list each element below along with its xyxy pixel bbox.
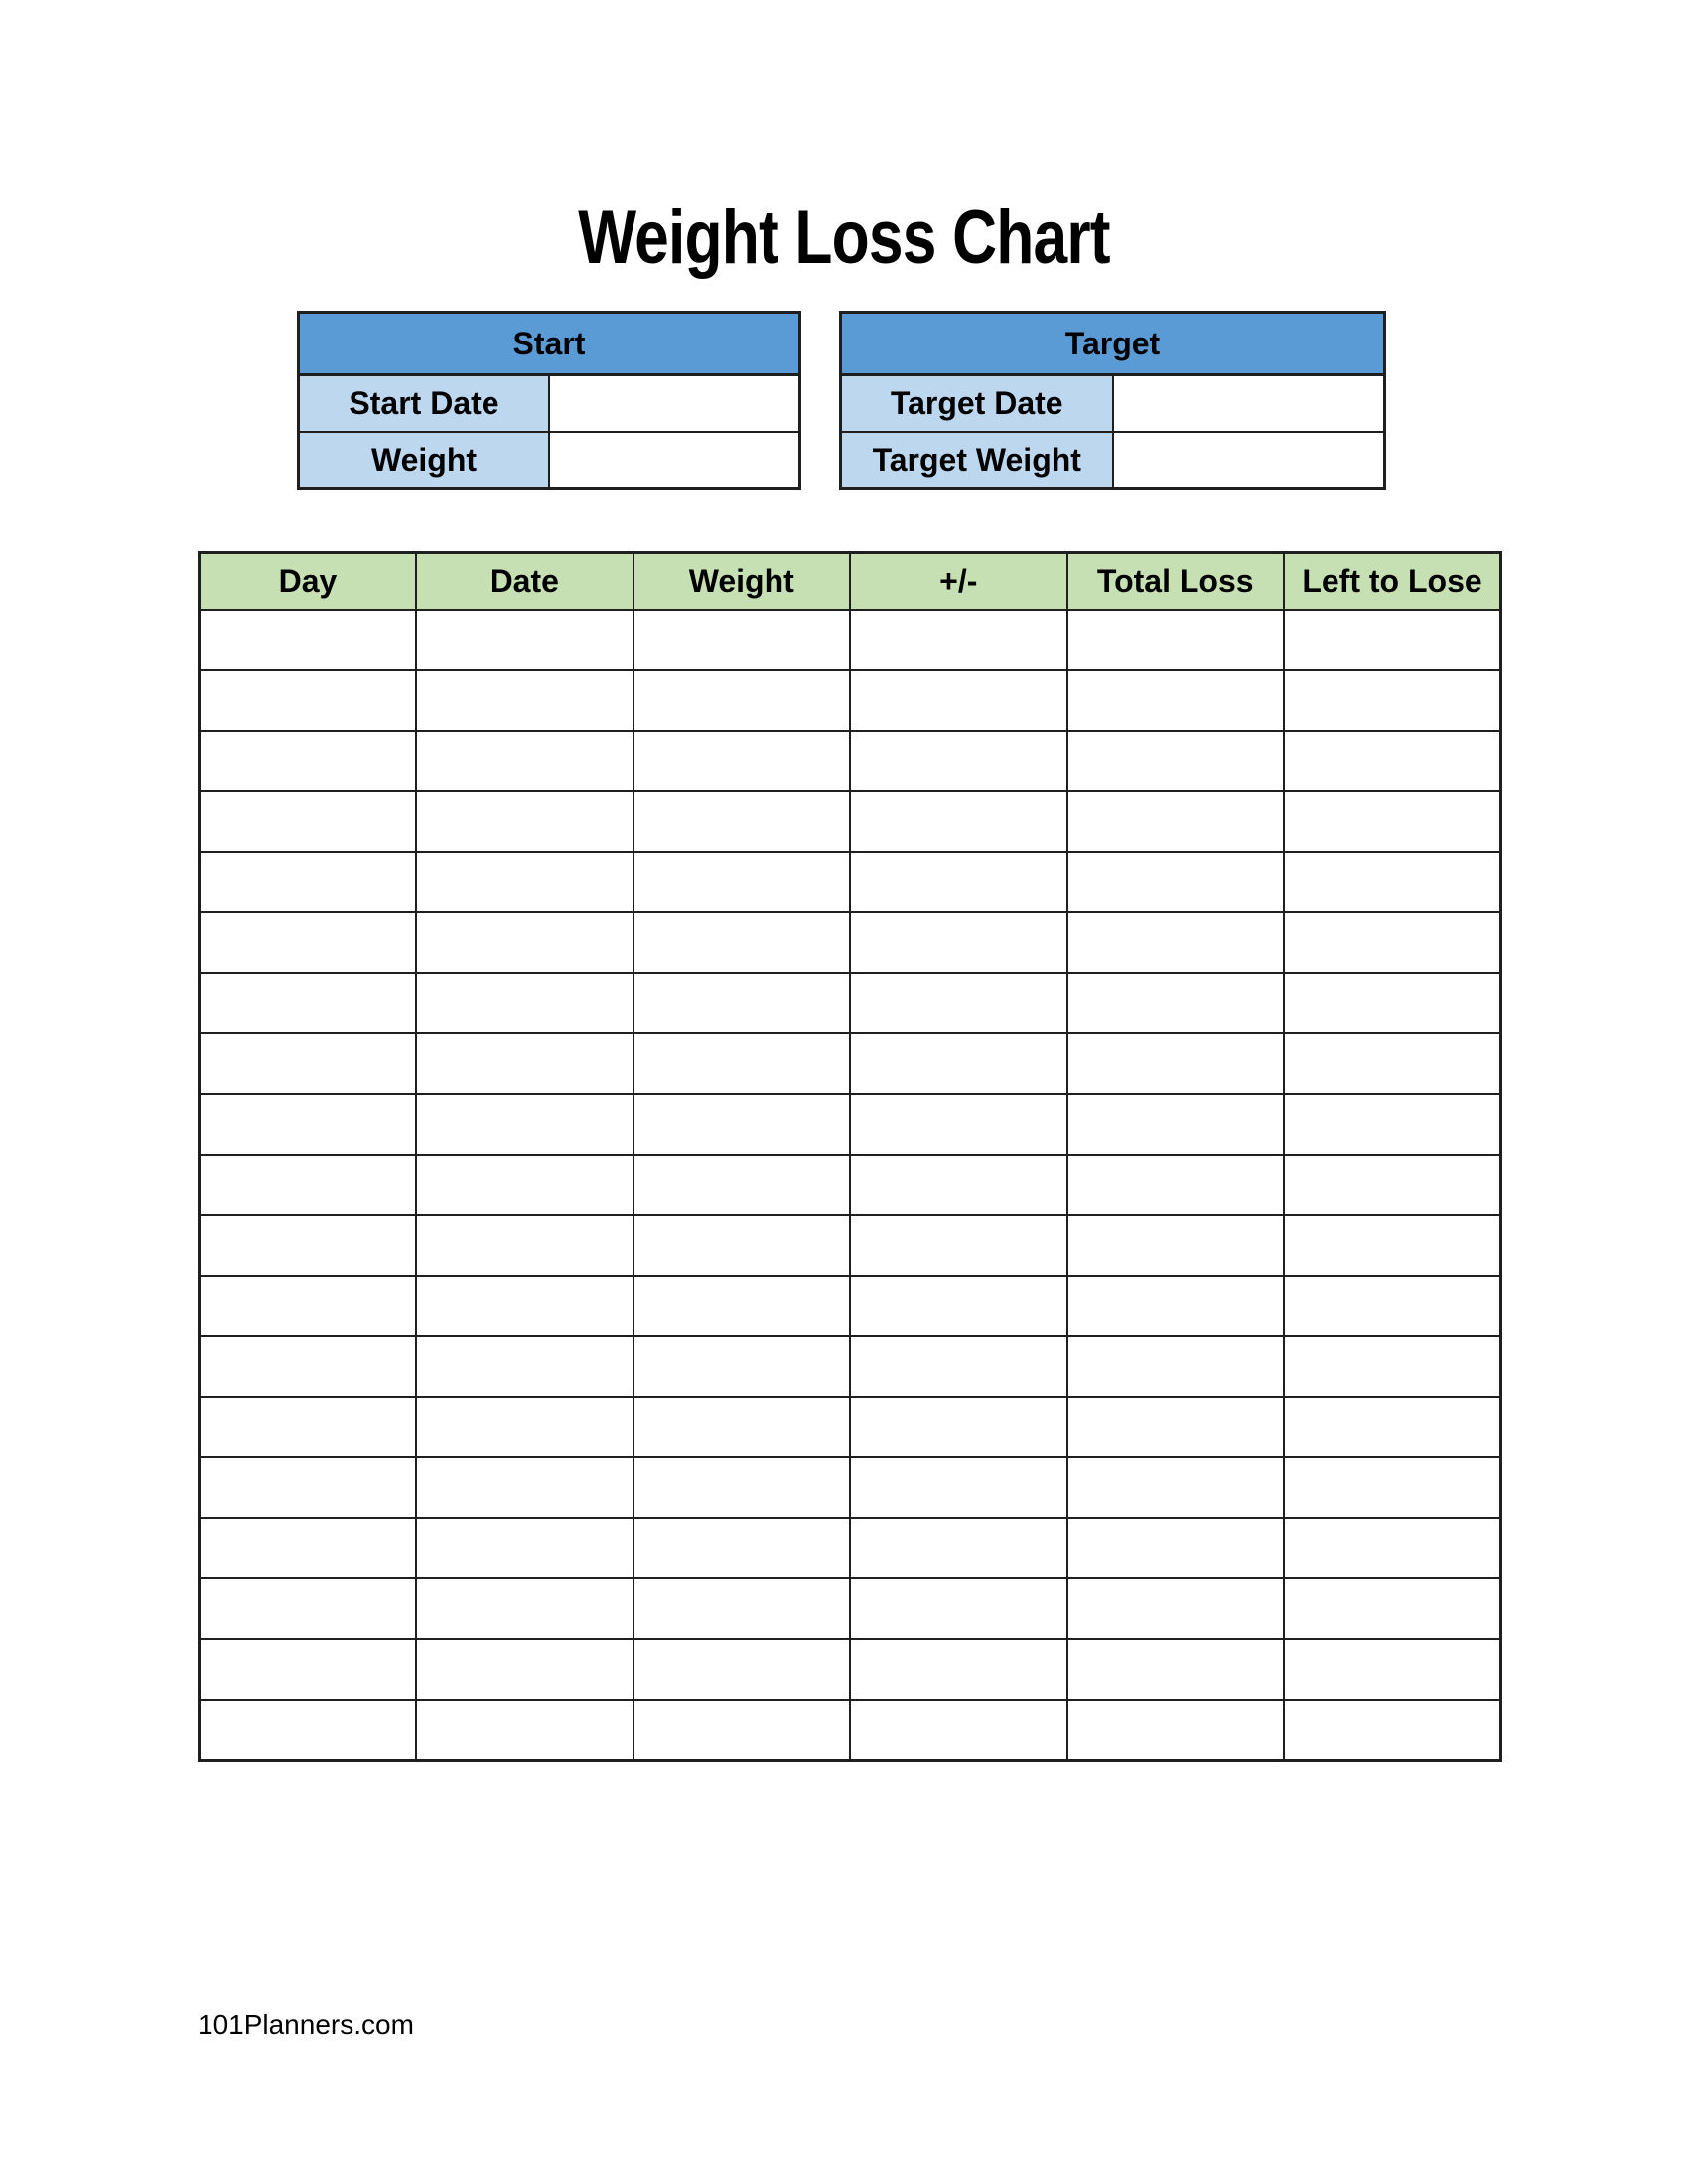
log-cell[interactable] bbox=[200, 1336, 417, 1397]
weight-log-table bbox=[198, 551, 1502, 1762]
log-cell[interactable] bbox=[633, 1094, 851, 1155]
log-cell[interactable] bbox=[633, 1518, 851, 1578]
log-cell[interactable] bbox=[633, 1700, 851, 1761]
log-cell[interactable] bbox=[416, 731, 633, 791]
log-cell[interactable] bbox=[1284, 731, 1501, 791]
log-cell[interactable] bbox=[633, 1639, 851, 1700]
log-cell[interactable] bbox=[850, 731, 1067, 791]
log-cell[interactable] bbox=[200, 1155, 417, 1215]
log-cell[interactable] bbox=[1284, 670, 1501, 731]
log-cell[interactable] bbox=[416, 1215, 633, 1276]
table-row bbox=[200, 852, 1501, 912]
log-cell[interactable] bbox=[850, 912, 1067, 973]
log-cell[interactable] bbox=[200, 1215, 417, 1276]
log-cell[interactable] bbox=[633, 1457, 851, 1518]
table-row bbox=[200, 670, 1501, 731]
log-cell[interactable] bbox=[200, 973, 417, 1033]
log-cell[interactable] bbox=[416, 791, 633, 852]
log-cell[interactable] bbox=[1067, 1215, 1285, 1276]
log-cell[interactable] bbox=[1067, 1578, 1285, 1639]
log-cell[interactable] bbox=[1284, 1155, 1501, 1215]
table-row bbox=[200, 1336, 1501, 1397]
log-cell[interactable] bbox=[416, 1276, 633, 1336]
log-cell[interactable] bbox=[850, 1518, 1067, 1578]
start-date-field[interactable] bbox=[549, 375, 800, 433]
log-cell[interactable] bbox=[1284, 1457, 1501, 1518]
target-header: Target bbox=[841, 313, 1385, 375]
column-header-change: +/- bbox=[850, 553, 1067, 611]
log-cell[interactable] bbox=[850, 1155, 1067, 1215]
log-cell[interactable] bbox=[416, 1457, 633, 1518]
log-cell[interactable] bbox=[200, 1518, 417, 1578]
log-cell[interactable] bbox=[850, 1639, 1067, 1700]
log-cell[interactable] bbox=[633, 852, 851, 912]
log-cell[interactable] bbox=[850, 1215, 1067, 1276]
log-cell[interactable] bbox=[1067, 1094, 1285, 1155]
log-cell[interactable] bbox=[200, 1397, 417, 1457]
log-cell[interactable] bbox=[1067, 791, 1285, 852]
log-cell[interactable] bbox=[1284, 1336, 1501, 1397]
log-cell[interactable] bbox=[1067, 1639, 1285, 1700]
target-summary-table bbox=[839, 311, 1386, 490]
log-cell[interactable] bbox=[200, 731, 417, 791]
log-cell[interactable] bbox=[200, 670, 417, 731]
log-cell[interactable] bbox=[200, 1094, 417, 1155]
log-cell[interactable] bbox=[633, 1397, 851, 1457]
log-cell[interactable] bbox=[1284, 610, 1501, 670]
log-cell[interactable] bbox=[1067, 670, 1285, 731]
table-row bbox=[200, 610, 1501, 670]
log-cell[interactable] bbox=[633, 1033, 851, 1094]
log-cell[interactable] bbox=[416, 1518, 633, 1578]
log-cell[interactable] bbox=[1067, 1457, 1285, 1518]
table-row bbox=[200, 1155, 1501, 1215]
log-cell[interactable] bbox=[1284, 912, 1501, 973]
log-cell[interactable] bbox=[1067, 1700, 1285, 1761]
log-cell[interactable] bbox=[1284, 1397, 1501, 1457]
log-cell[interactable] bbox=[1067, 1518, 1285, 1578]
log-cell[interactable] bbox=[200, 610, 417, 670]
log-cell[interactable] bbox=[850, 791, 1067, 852]
log-cell[interactable] bbox=[1284, 1578, 1501, 1639]
target-weight-label: Target Weight bbox=[841, 432, 1113, 489]
log-cell[interactable] bbox=[850, 973, 1067, 1033]
table-row bbox=[200, 1215, 1501, 1276]
log-cell[interactable] bbox=[633, 1155, 851, 1215]
log-cell[interactable] bbox=[200, 1033, 417, 1094]
table-row bbox=[200, 791, 1501, 852]
log-cell[interactable] bbox=[633, 791, 851, 852]
log-cell[interactable] bbox=[633, 1578, 851, 1639]
log-cell[interactable] bbox=[416, 1639, 633, 1700]
log-cell[interactable] bbox=[1284, 852, 1501, 912]
column-header-left-to-lose: Left to Lose bbox=[1284, 553, 1501, 611]
page-title: Weight Loss Chart bbox=[578, 196, 1110, 280]
log-cell[interactable] bbox=[200, 1639, 417, 1700]
log-cell[interactable] bbox=[850, 1578, 1067, 1639]
log-cell[interactable] bbox=[1284, 1033, 1501, 1094]
log-cell[interactable] bbox=[200, 912, 417, 973]
column-header-weight: Weight bbox=[633, 553, 851, 611]
table-row bbox=[200, 1033, 1501, 1094]
log-cell[interactable] bbox=[1284, 791, 1501, 852]
log-cell[interactable] bbox=[416, 1700, 633, 1761]
table-row bbox=[200, 1457, 1501, 1518]
log-cell[interactable] bbox=[1284, 1518, 1501, 1578]
log-cell[interactable] bbox=[1284, 1276, 1501, 1336]
table-row bbox=[200, 1276, 1501, 1336]
log-cell[interactable] bbox=[416, 1033, 633, 1094]
log-cell[interactable] bbox=[200, 791, 417, 852]
log-cell[interactable] bbox=[1067, 973, 1285, 1033]
log-cell[interactable] bbox=[850, 1033, 1067, 1094]
start-summary-table bbox=[297, 311, 801, 490]
table-row bbox=[200, 1700, 1501, 1761]
table-row bbox=[200, 1518, 1501, 1578]
log-cell[interactable] bbox=[1284, 1094, 1501, 1155]
log-cell[interactable] bbox=[633, 731, 851, 791]
start-weight-field[interactable] bbox=[549, 432, 800, 489]
target-weight-field[interactable] bbox=[1113, 432, 1385, 489]
log-cell[interactable] bbox=[200, 1578, 417, 1639]
log-cell[interactable] bbox=[633, 670, 851, 731]
log-cell[interactable] bbox=[416, 670, 633, 731]
log-cell[interactable] bbox=[1067, 1276, 1285, 1336]
log-cell[interactable] bbox=[416, 1578, 633, 1639]
log-cell[interactable] bbox=[200, 1276, 417, 1336]
log-cell[interactable] bbox=[850, 1336, 1067, 1397]
table-row bbox=[200, 973, 1501, 1033]
log-cell[interactable] bbox=[416, 973, 633, 1033]
log-cell[interactable] bbox=[200, 1457, 417, 1518]
log-cell[interactable] bbox=[850, 1457, 1067, 1518]
log-header-row bbox=[200, 553, 1501, 611]
log-cell[interactable] bbox=[633, 973, 851, 1033]
log-cell[interactable] bbox=[1284, 1700, 1501, 1761]
log-cell[interactable] bbox=[1067, 1397, 1285, 1457]
log-cell[interactable] bbox=[1067, 610, 1285, 670]
log-cell[interactable] bbox=[200, 852, 417, 912]
log-cell[interactable] bbox=[1067, 1336, 1285, 1397]
log-cell[interactable] bbox=[850, 1094, 1067, 1155]
log-cell[interactable] bbox=[633, 610, 851, 670]
table-row bbox=[200, 1639, 1501, 1700]
table-row bbox=[200, 1094, 1501, 1155]
log-cell[interactable] bbox=[416, 1094, 633, 1155]
log-cell[interactable] bbox=[416, 912, 633, 973]
log-cell[interactable] bbox=[850, 610, 1067, 670]
start-header: Start bbox=[299, 313, 800, 375]
target-date-field[interactable] bbox=[1113, 375, 1385, 433]
start-date-label: Start Date bbox=[299, 375, 550, 433]
log-cell[interactable] bbox=[850, 852, 1067, 912]
log-cell[interactable] bbox=[1067, 731, 1285, 791]
log-cell[interactable] bbox=[416, 1397, 633, 1457]
log-cell[interactable] bbox=[416, 852, 633, 912]
log-cell[interactable] bbox=[1067, 1033, 1285, 1094]
log-cell[interactable] bbox=[416, 1155, 633, 1215]
log-cell[interactable] bbox=[633, 1336, 851, 1397]
log-cell[interactable] bbox=[416, 610, 633, 670]
table-row bbox=[200, 1578, 1501, 1639]
log-cell[interactable] bbox=[850, 670, 1067, 731]
log-cell[interactable] bbox=[850, 1700, 1067, 1761]
log-cell[interactable] bbox=[1284, 1215, 1501, 1276]
log-cell[interactable] bbox=[1067, 852, 1285, 912]
log-cell[interactable] bbox=[1067, 1155, 1285, 1215]
table-row bbox=[200, 1397, 1501, 1457]
column-header-total-loss: Total Loss bbox=[1067, 553, 1285, 611]
start-weight-label: Weight bbox=[299, 432, 550, 489]
log-cell[interactable] bbox=[1284, 1639, 1501, 1700]
log-cell[interactable] bbox=[416, 1336, 633, 1397]
column-header-day: Day bbox=[200, 553, 417, 611]
log-cell[interactable] bbox=[850, 1397, 1067, 1457]
log-cell[interactable] bbox=[633, 1215, 851, 1276]
log-cell[interactable] bbox=[1284, 973, 1501, 1033]
log-cell[interactable] bbox=[200, 1700, 417, 1761]
target-date-label: Target Date bbox=[841, 375, 1113, 433]
table-row bbox=[200, 731, 1501, 791]
log-cell[interactable] bbox=[850, 1276, 1067, 1336]
table-row bbox=[200, 912, 1501, 973]
log-cell[interactable] bbox=[633, 912, 851, 973]
log-body bbox=[200, 610, 1501, 1761]
column-header-date: Date bbox=[416, 553, 633, 611]
log-cell[interactable] bbox=[1067, 912, 1285, 973]
footer-website: 101Planners.com bbox=[198, 2009, 414, 2040]
log-cell[interactable] bbox=[633, 1276, 851, 1336]
